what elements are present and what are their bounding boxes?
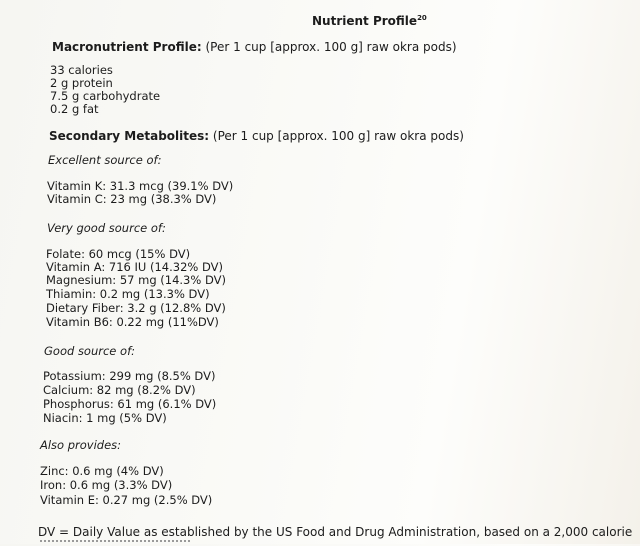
good-source-label: Good source of: [44, 344, 135, 358]
cut-off-text-line [40, 540, 190, 546]
nutrient-item: Iron: 0.6 mg (3.3% DV) [40, 478, 173, 492]
title-reference: 20 [417, 14, 427, 22]
very-good-source-label: Very good source of: [47, 221, 166, 235]
macronutrient-heading: Macronutrient Profile: (Per 1 cup [approx. 100 g] raw okra pods) [52, 40, 457, 54]
nutrient-item: Folate: 60 mcg (15% DV) [46, 247, 191, 261]
nutrient-item: Zinc: 0.6 mg (4% DV) [40, 464, 164, 478]
nutrient-item: Niacin: 1 mg (5% DV) [43, 411, 167, 425]
nutrient-item: Vitamin B6: 0.22 mg (11%DV) [46, 315, 219, 329]
page-title: Nutrient Profile$^{20}$ [312, 14, 427, 28]
nutrient-item: Vitamin K: 31.3 mcg (39.1% DV) [47, 179, 234, 193]
nutrient-item: Thiamin: 0.2 mg (13.3% DV) [46, 287, 210, 301]
nutrient-item: Vitamin C: 23 mg (38.3% DV) [47, 192, 217, 206]
secondary-metabolites-heading: Secondary Metabolites: (Per 1 cup [approx. 100 g] raw okra pods) [49, 129, 464, 143]
also-provides-label: Also provides: [40, 438, 122, 452]
nutrient-item: Vitamin A: 716 IU (14.32% DV) [46, 260, 223, 274]
nutrient-item: Magnesium: 57 mg (14.3% DV) [46, 273, 226, 287]
macro-item: 2 g protein [50, 76, 113, 90]
macro-item: 0.2 g fat [50, 102, 99, 116]
nutrient-item: Dietary Fiber: 3.2 g (12.8% DV) [46, 301, 226, 315]
nutrient-item: Vitamin E: 0.27 mg (2.5% DV) [40, 493, 213, 507]
excellent-source-label: Excellent source of: [48, 153, 162, 167]
macro-item: 7.5 g carbohydrate [50, 89, 161, 103]
daily-value-footnote: DV = Daily Value as established by the US Food and Drug Administration, based on a 2,000 calorie [38, 525, 633, 539]
macro-item: 33 calories [50, 63, 113, 77]
nutrient-item: Calcium: 82 mg (8.2% DV) [43, 383, 196, 397]
nutrient-item: Phosphorus: 61 mg (6.1% DV) [43, 397, 217, 411]
nutrient-item: Potassium: 299 mg (8.5% DV) [43, 369, 216, 383]
